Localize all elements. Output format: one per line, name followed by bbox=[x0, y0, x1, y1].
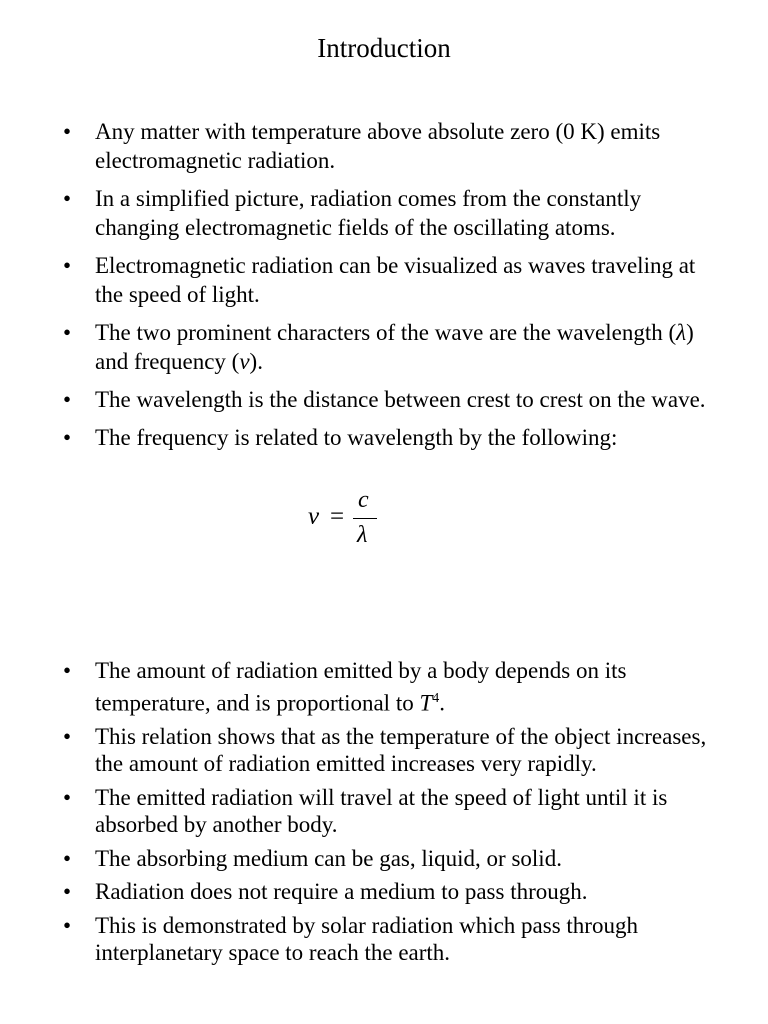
bullet-icon: • bbox=[63, 723, 72, 749]
bullet-text: In a simplified picture, radiation comes from the constantly changing electromagnetic fields of the oscillating atoms. bbox=[95, 186, 642, 240]
list-item bbox=[0, 723, 715, 778]
nu-symbol: ν bbox=[239, 349, 250, 374]
bullet-text: The frequency is related to wavelength by the following: bbox=[95, 425, 618, 450]
equation-numerator: c bbox=[358, 487, 369, 513]
list-item bbox=[0, 318, 715, 376]
bullet-text-part: The amount of radiation emitted by a body depends on its temperature, and is proportional to bbox=[95, 658, 627, 716]
equation-equals: = bbox=[330, 503, 345, 530]
list-item bbox=[0, 184, 715, 242]
bullet-icon: • bbox=[63, 658, 72, 683]
bullet-text: The wavelength is the distance between crest to crest on the wave. bbox=[95, 387, 706, 412]
bullet-icon: • bbox=[63, 119, 72, 144]
bullet-icon: • bbox=[63, 253, 72, 278]
bullet-icon: • bbox=[63, 784, 72, 810]
temperature-symbol: T bbox=[419, 690, 433, 716]
bullet-text: Electromagnetic radiation can be visualized as waves traveling at the speed of light. bbox=[95, 253, 696, 307]
list-item bbox=[0, 784, 715, 839]
equation-lhs: ν bbox=[308, 503, 320, 530]
bullet-icon: • bbox=[63, 425, 72, 450]
bullet-text: This is demonstrated by solar radiation which pass through interplanetary space to reach the earth. bbox=[95, 912, 638, 966]
exponent: 4 bbox=[432, 690, 440, 706]
frequency-equation bbox=[306, 487, 386, 557]
bullet-text-part: ). bbox=[249, 349, 263, 374]
bullet-icon: • bbox=[63, 387, 72, 412]
bullet-text: The absorbing medium can be gas, liquid, or solid. bbox=[95, 845, 562, 871]
list-item bbox=[0, 117, 715, 175]
fraction-bar bbox=[353, 518, 377, 519]
bullet-text: The emitted radiation will travel at the speed of light until it is absorbed by another body. bbox=[95, 784, 668, 838]
bullet-text: Radiation does not require a medium to pass through. bbox=[95, 879, 588, 905]
bullet-text: Any matter with temperature above absolute zero (0 K) emits electromagnetic radiation. bbox=[95, 119, 661, 173]
list-item bbox=[0, 385, 715, 414]
list-item bbox=[0, 423, 715, 452]
bullet-text-part: The two prominent characters of the wave are the wavelength ( bbox=[95, 320, 677, 345]
bullet-text: This relation shows that as the temperature of the object increases, the amount of radiation emitted increases very rapidly. bbox=[95, 723, 707, 777]
bullet-icon: • bbox=[63, 845, 72, 871]
list-item bbox=[0, 251, 715, 309]
bullet-text-part: ) and frequency ( bbox=[95, 320, 694, 374]
list-item bbox=[0, 657, 715, 717]
list-item bbox=[0, 878, 715, 906]
bullet-icon: • bbox=[63, 186, 72, 211]
lambda-symbol: λ bbox=[676, 320, 687, 345]
bullet-icon: • bbox=[63, 879, 72, 905]
radiation-bullet-list bbox=[0, 657, 715, 973]
bullet-icon: • bbox=[63, 320, 72, 345]
equation-denominator: λ bbox=[357, 522, 368, 548]
page-title: Introduction bbox=[317, 33, 451, 63]
list-item bbox=[0, 912, 715, 967]
intro-bullet-list bbox=[0, 117, 715, 461]
bullet-icon: • bbox=[63, 912, 72, 938]
list-item bbox=[0, 845, 715, 873]
bullet-text-part: . bbox=[439, 690, 446, 716]
